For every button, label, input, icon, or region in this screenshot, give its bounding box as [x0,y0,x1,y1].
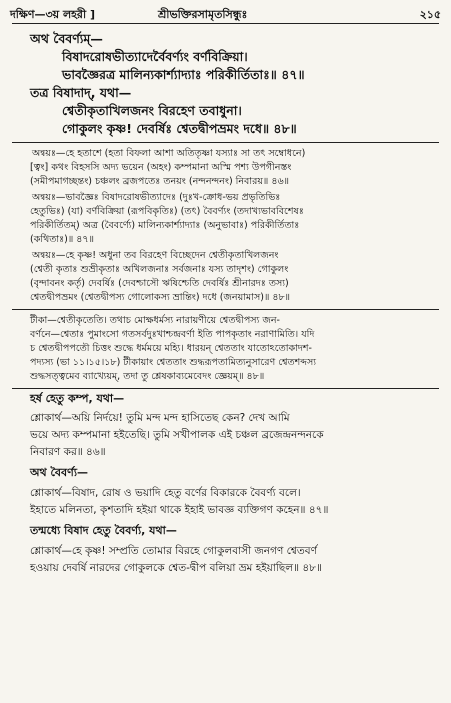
translation-heading: হর্ষ হেতু কম্প, যথা— [30,392,125,405]
header-title: শ্রীভক্তিরসামৃতসিন্ধুঃ [158,8,248,21]
verse-line: বিষাদরোষভীত্যাদের্বৈবর্ণ্যং বর্ণবিক্রিয়া। [62,49,248,64]
anvaya-line: অন্বয়ঃ—হে হতাশে (হতা বিফলা আশা অতিতৃষ্ণা যস্যাঃ সা তৎ সম্বোধনে) [32,148,306,159]
translation-heading: তন্মধ্যে বিষাদ হেতু বৈবর্ণ্য, যথা— [30,524,177,537]
header-rule [12,23,439,24]
translation-line: শ্লোকার্থ—হে কৃষ্ণ! সম্প্রতি তোমার বিরহে গোকুলবাসী জনগণ শ্বেতবর্ণ [30,545,317,557]
translation-heading: অথ বৈবর্ণ্য— [30,466,89,479]
tika-line: টীকা—শ্বেতীকৃতেতি। তথাচ মোক্ষধর্মস্য নারায়ণীয়ে শ্বেতদ্বীপস্য জন- [30,315,280,326]
anvaya-line: (বৃন্দাবনং কর্তৃ) দেবর্ষিঃ (দেবশ্চাসৌ ঋষিশ্চেতি দেবর্ষিঃ শ্রীনারদঃ তস্য) [30,278,289,289]
anvaya-line: অন্বয়ঃ—হে কৃষ্ণ! অধুনা তব বিরহেণ বিচ্ছেদেন শ্বেতীকৃতাখিলজনং [32,250,279,261]
tika-line: শুদ্ধসত্ত্বমেব ব্যাখ্যেয়ম্, তদা তু শ্লেষকাব্যমেবেদং জ্ঞেয়ম্॥ ৪৮॥ [30,371,265,382]
verse-heading: অথ বৈবর্ণ্যম্— [30,31,103,46]
anvaya-line: পরিকীর্তিতম্) অত্র (বৈবর্ণ্যে) মালিন্যকার্শ্যাদ্যাঃ (অনুভাবাঃ) পরিকীর্তিতাঃ [30,220,300,231]
verse-line: শ্বেতীকৃতাখিলজনং বিরহেণ তবাধুনা। [62,103,242,118]
anvaya-line: (শ্বেতী কৃতাঃ শুভ্রীকৃতাঃ অখিলজনাঃ সর্বজনাঃ যস্য তাদৃশং) গোকুলং [30,264,289,275]
tika-line: বর্ণনে—শ্বেতাঃ পুমাংসো গতসর্বদুঃখাশ্চন্দ্রবর্ণা ইতি পাপকৃতাং নরাণামিতি। যদি [30,329,315,340]
running-header [10,6,441,22]
section-rule [12,142,439,143]
translation-line: নিবারণ কর॥ ৪৬॥ [30,446,106,458]
anvaya-line: অন্বয়ঃ—ভাবজ্ঞৈঃ বিষাদরোষভীত্যাদেঃ (দুঃখ-ক্রোধ-ভয় প্রভৃতিভিঃ [32,192,281,203]
tika-line: পদ্যস্য (ভা ১১।১৫।১৮) টীকায়াং শ্বেততাং শুদ্ধরূপতামিত্যনুসারেণ শ্বেতশব্দস্য [30,357,316,368]
verse-heading: তত্র বিষাদাদ্, যথা— [30,85,132,100]
anvaya-line: শ্বেতদ্বীপভ্রমং (শ্বেতদ্বীপস্য গোলোকস্য ভ্রান্তিং) দধে (জনয়ামাস)॥ ৪৮॥ [30,292,291,303]
anvaya-line: হেতুভিঃ) (যা) বর্ণবিক্রিয়া (রূপবিকৃতিঃ) (তৎ) বৈবর্ণ্যং (তদাখ্যভাববিশেষঃ [30,206,304,217]
section-rule [12,309,439,310]
translation-line: শ্লোকার্থ—বিষাদ, রোষ ও ভয়াদি হেতু বর্ণের বিকারকে বৈবর্ণ্য বলে। [30,487,301,499]
page-number: ২১৫ [419,8,441,21]
verse-line: ভাবজ্ঞৈরত্র মালিন্যকার্শ্যাদ্যাঃ পরিকীর্তিতাঃ॥ ৪৭॥ [62,67,305,82]
translation-line: হওয়ায় দেবর্ষি নারদের গোকুলকে শ্বেত-দ্বীপ বলিয়া ভ্রম হইয়াছিল॥ ৪৮॥ [30,562,322,574]
header-chapter: দক্ষিণ—৩য় লহরী ] [10,8,95,21]
section-rule [12,388,439,389]
anvaya-line: (কথিতাঃ)॥ ৪৭॥ [30,234,94,245]
verse-line: গোকুলং কৃষ্ণ! দেবর্ষিঃ শ্বেতদ্বীপভ্রমং দধে॥ ৪৮॥ [62,121,297,136]
anvaya-line: [ত্বং] কথং বিহসসি অদ্য ভয়েন (অহং) কম্পমানা অস্মি পশ্য উপগীনস্তং [30,162,292,173]
translation-line: ভয়ে অদ্য কম্পমানা হইতেছি। তুমি সখীপালক এই চঞ্চল ব্রজেন্দ্রনন্দনকে [30,429,324,441]
translation-line: শ্লোকার্থ—অয়ি নির্দয়ে! তুমি মন্দ মন্দ হাসিতেছ কেন? দেখ আমি [30,412,290,424]
tika-line: চ শ্বেতদ্বীপপতৌ চিত্তং শুদ্ধে ধর্মময়ে মহ্যি। ধারয়ন্ শ্বেততাং যাতোঽতোকাদশ- [30,343,312,354]
translation-line: ইহাতে মলিনতা, কৃশতাদি হইয়া থাকে ইহাই ভাবজ্ঞ ব্যক্তিগণ কহেন॥ ৪৭॥ [30,504,329,516]
anvaya-line: (সমীপমাগচ্ছন্তং) চঞ্চলং ব্রজপতেঃ তনয়ং (নন্দনন্দনং) নিবারয়॥ ৪৬॥ [30,176,290,187]
